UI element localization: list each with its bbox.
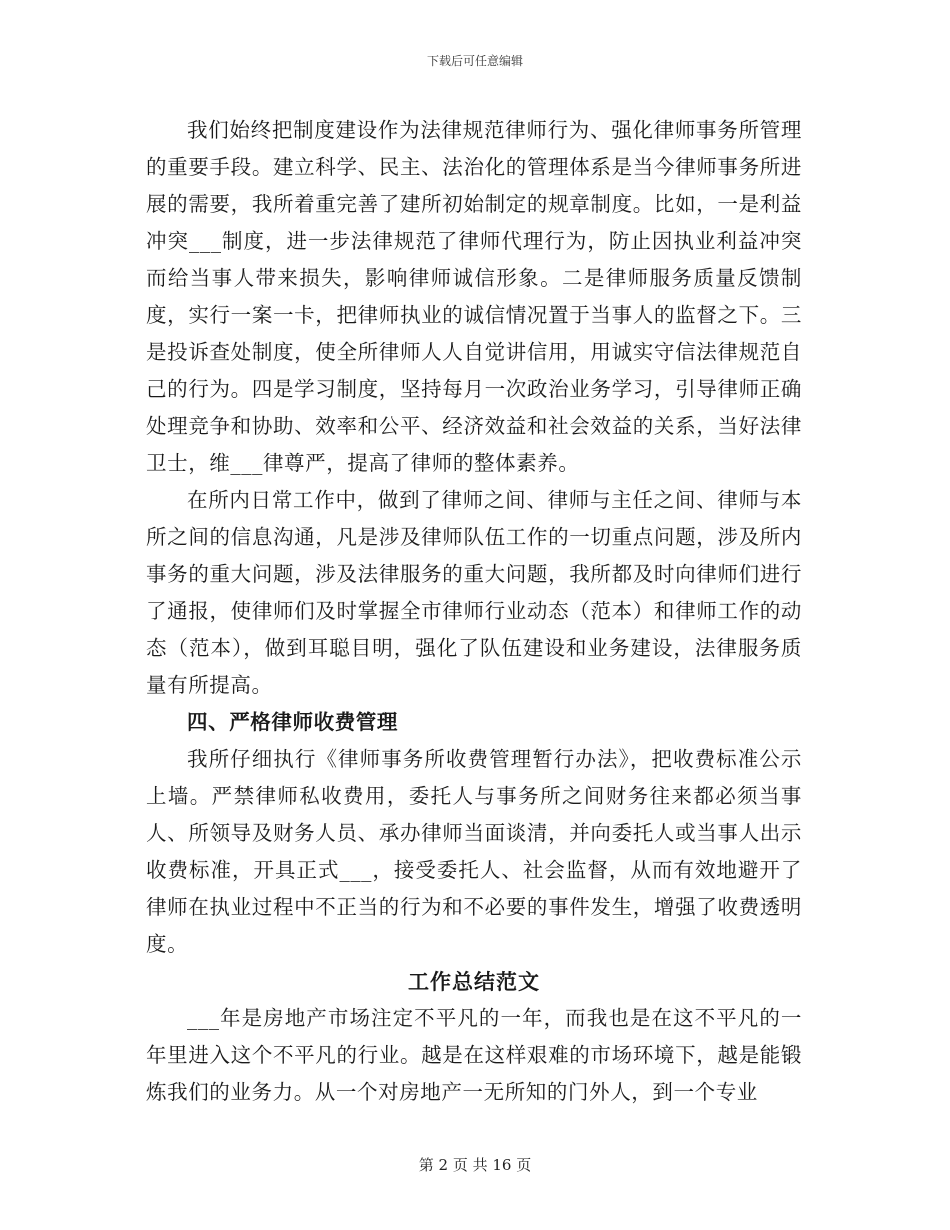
- paragraph-daily-work: 在所内日常工作中，做到了律师之间、律师与主任之间、律师与本所之间的信息沟通，凡是涉及律师队伍工作的一切重点问题，涉及所内事务的重大问题，涉及法律服务的重大问题，我所都及时向律师们进行了通报，使律师们及时掌握全市律师行业动态（范本）和律师工作的动态（范本），做到耳聪目明，强化了队伍建设和业务建设，法律服务质量有所提高。: [146, 488, 802, 697]
- page-footer: 第 2 页 共 16 页: [418, 1156, 532, 1174]
- document-body: [146, 112, 802, 1111]
- paragraph-fee-management: 我所仔细执行《律师事务所收费管理暂行办法》，把收费标准公示上墙。严禁律师私收费用，委托人与事务所之间财务往来都必须当事人、所领导及财务人员、承办律师当面谈清，并向委托人或当事人出示收费标准，开具正式___，接受委托人、社会监督，从而有效地避开了律师在执业过程中不正当的行为和不必要的事件发生，增强了收费透明度。: [146, 747, 802, 956]
- section-heading-fee-management: 四、严格律师收费管理: [187, 710, 398, 734]
- document-title: 工作总结范文: [408, 969, 540, 994]
- paragraph-real-estate-intro: ___年是房地产市场注定不平凡的一年，而我也是在这不平凡的一年里进入这个不平凡的行业。越是在这样艰难的市场环境下，越是能锻炼我们的业务力。从一个对房地产一无所知的门外人，到一个专业: [146, 1006, 802, 1104]
- paragraph-system-building: 我们始终把制度建设作为法律规范律师行为、强化律师事务所管理的重要手段。建立科学、民主、法治化的管理体系是当今律师事务所进展的需要，我所着重完善了建所初始制定的规章制度。比如，一是利益冲突___制度，进一步法律规范了律师代理行为，防止因执业利益冲突而给当事人带来损失，影响律师诚信形象。二是律师服务质量反馈制度，实行一案一卡，把律师执业的诚信情况置于当事人的监督之下。三是投诉查处制度，使全所律师人人自觉讲信用，用诚实守信法律规范自己的行为。四是学习制度，坚持每月一次政治业务学习，引导律师正确处理竞争和协助、效率和公平、经济效益和社会效益的关系，当好法律卫士，维___律尊严，提高了律师的整体素养。: [146, 118, 802, 475]
- page-header: 下载后可任意编辑: [426, 54, 523, 68]
